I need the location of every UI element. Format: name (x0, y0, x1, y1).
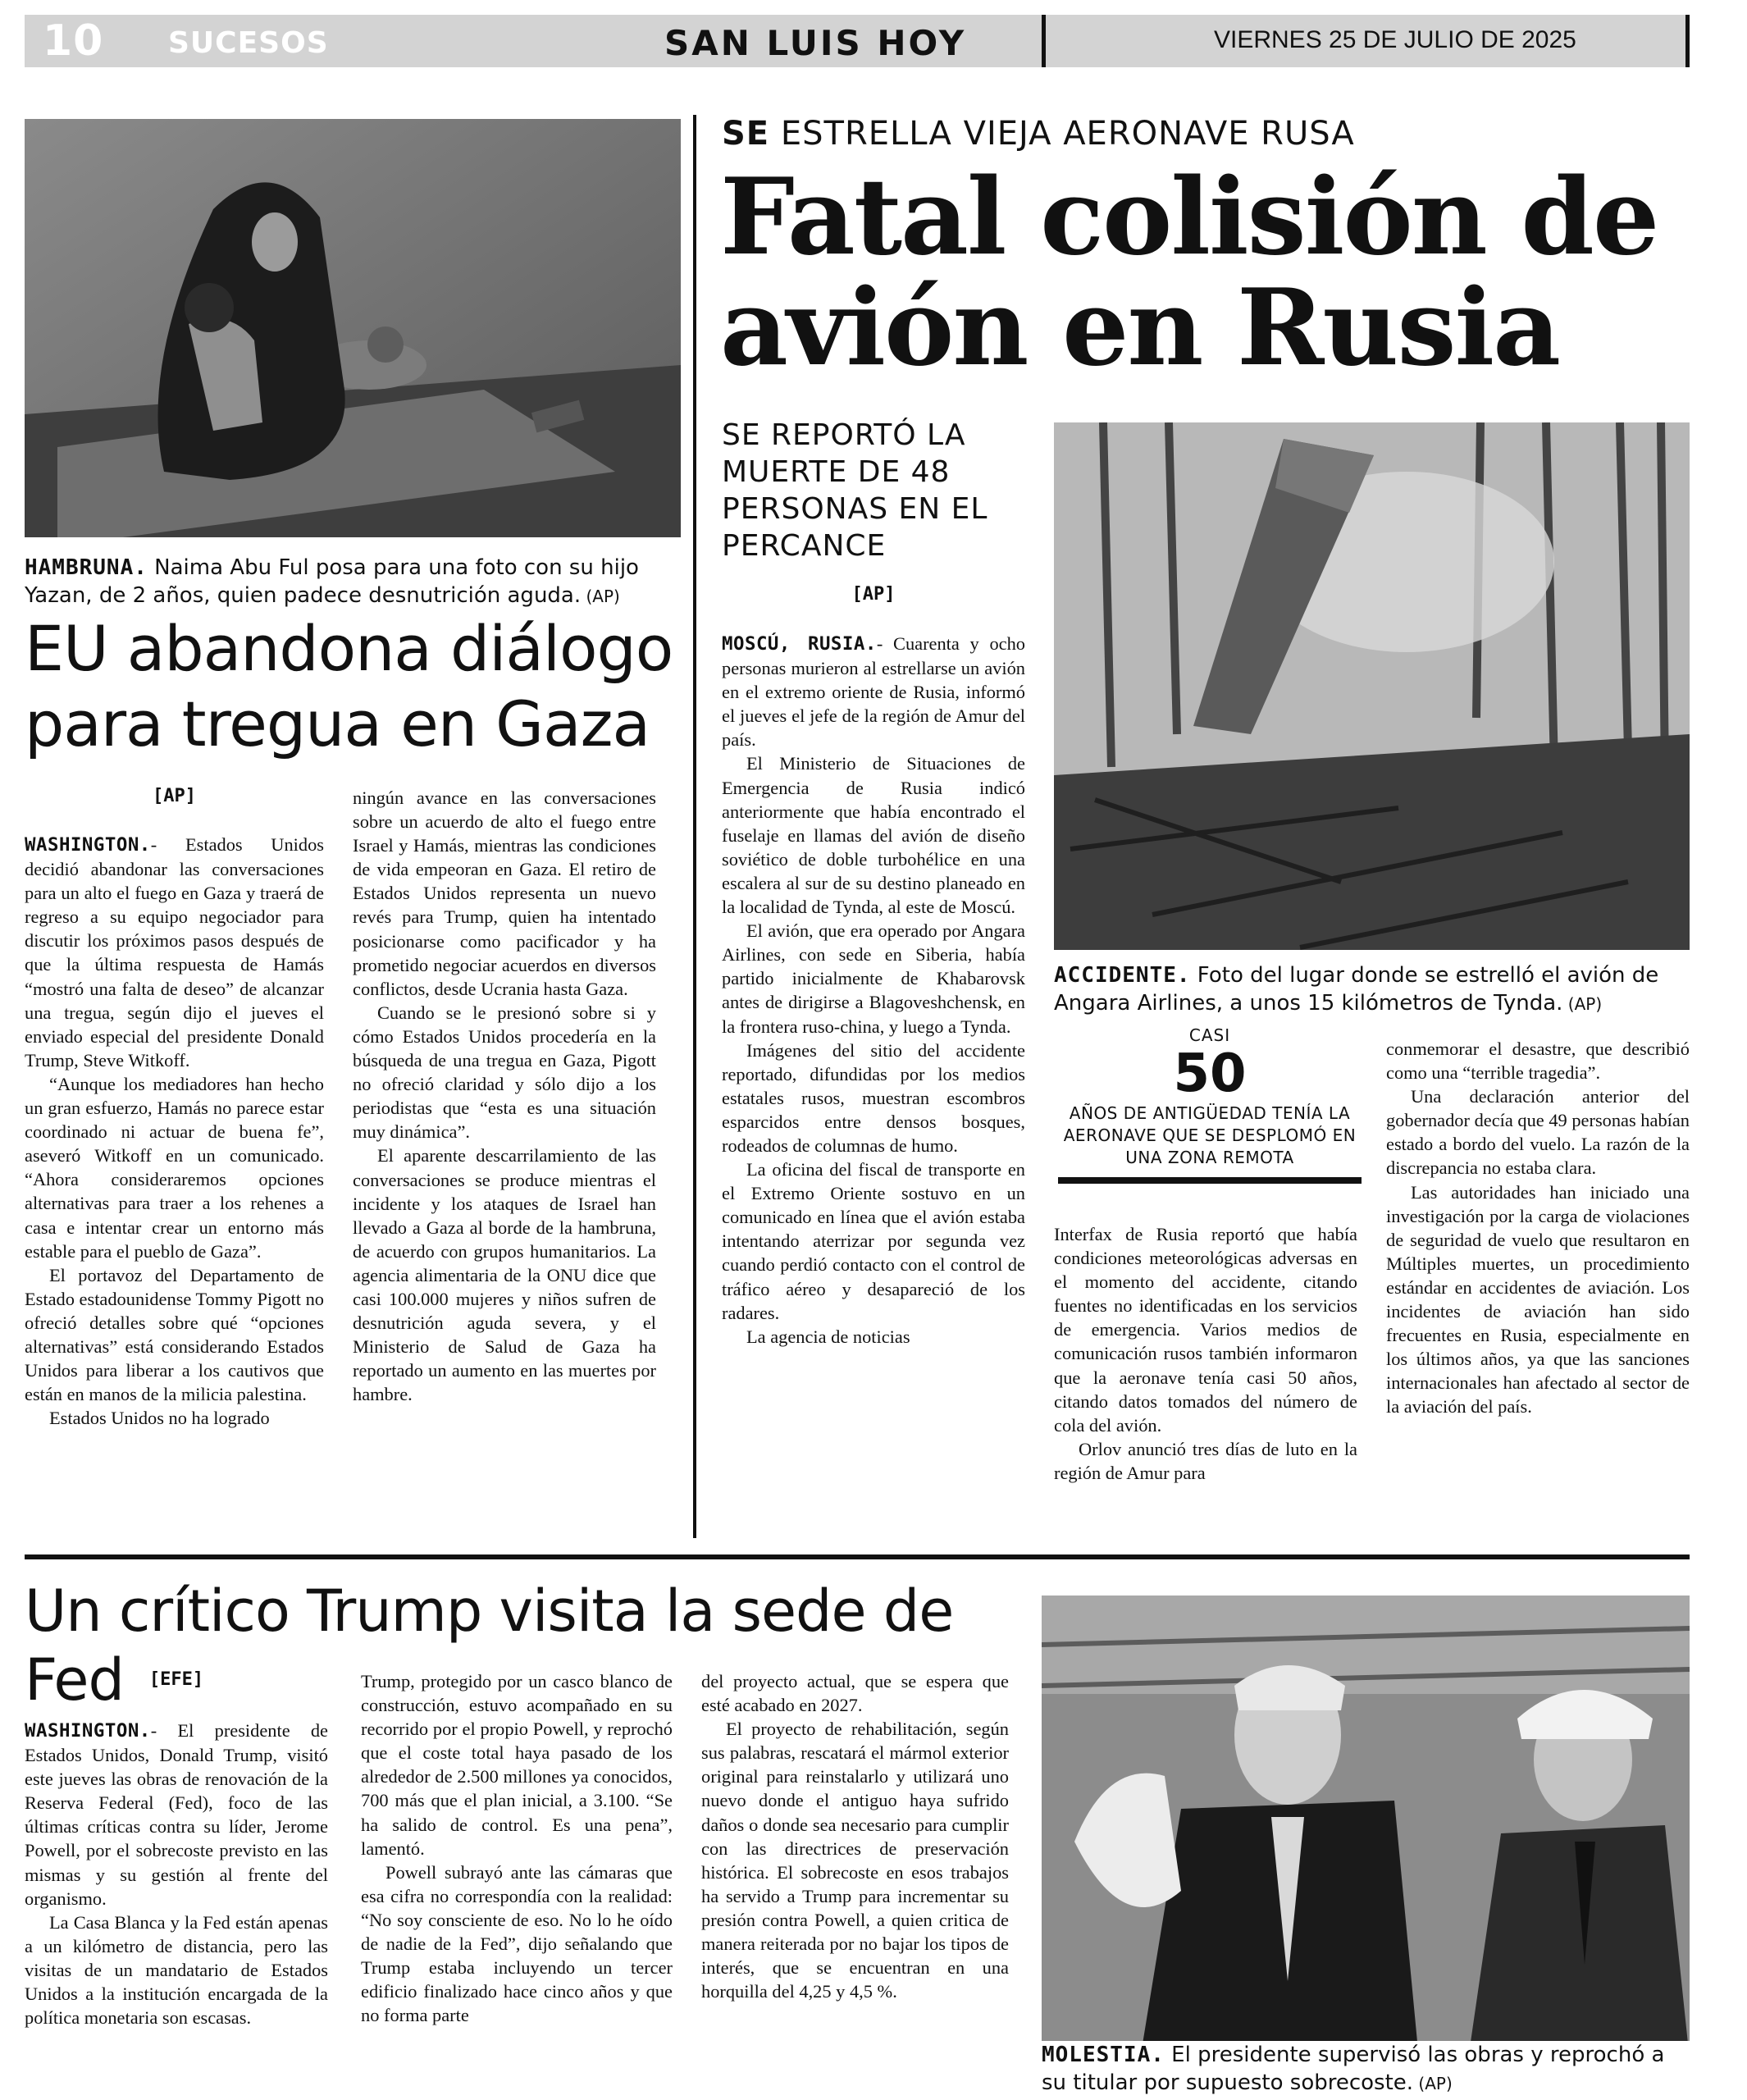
rusia-paragraph: Orlov anunció tres días de luto en la región de Amur para (1054, 1438, 1357, 1483)
column-rule (693, 115, 696, 1538)
gaza-headline: EU abandona diálogo para tregua en Gaza (25, 612, 673, 760)
rusia-headline: Fatal colisión de avión en Rusia (720, 156, 1658, 390)
gaza-paragraph: El portavoz del Departamento de Estado estadounidense Tommy Pigott no ofreció detalles sobre qué “opciones alternativas” está considerando Estados Unidos para liberar a los cautivos que están en manos de la milicia palestina. (25, 1264, 324, 1405)
gaza-column-1 (25, 833, 324, 1430)
rusia-photo (1054, 422, 1690, 950)
gaza-paragraph: ningún avance en las conversaciones sobre un acuerdo de alto el fuego entre Israel y Hamás, mientras las condiciones de vida empeoran en Gaza. El retiro de Estados Unidos representa un nuevo revés para Trump, quien ha intentado posicionarse como pacificador y ha prometido negociar acuerdos en diversos conflictos, desde Ucrania hasta Gaza. (353, 788, 656, 999)
rusia-kicker: SE ESTRELLA VIEJA AERONAVE RUSA (722, 115, 1355, 153)
rusia-column-3 (1386, 1037, 1690, 1419)
caption-kicker: ACCIDENTE. (1054, 963, 1191, 988)
rusia-column-2 (1054, 1222, 1357, 1485)
caption-credit: (AP) (1562, 994, 1603, 1015)
rusia-paragraph: conmemorar el desastre, que describió como una “terrible tragedia”. (1386, 1039, 1690, 1084)
fed-paragraph: La Casa Blanca y la Fed están apenas a un kilómetro de distancia, pero las visitas de un mandatario de Estados Unidos a la institución encargada de la política monetaria son escasas. (25, 1911, 328, 2029)
section-rule (25, 1554, 1690, 1559)
rusia-paragraph: Una declaración anterior del gobernador decía que 49 personas habían estado a bordo del vuelo. La razón de la discrepancia no estaba clara. (1386, 1086, 1690, 1179)
fed-paragraph: WASHINGTON.- El presidente de Estados Unidos, Donald Trump, visitó este jueves las obras de renovación de la Reserva Federal (Fed), foco de las últimas críticas contra su líder, Jerome Powell, por el sobrecoste previsto en las mismas y su gestión al frente del organismo. (25, 1720, 328, 1909)
gaza-paragraph: Cuando se le presionó sobre si y cómo Estados Unidos procedería en la búsqueda de una tregua en Gaza, Pigott no ofreció claridad y sólo dijo a los periodistas que “esta es una situación muy dinámica”. (353, 1002, 656, 1143)
fed-column-1 (25, 1719, 328, 2029)
section-name: SUCESOS (168, 26, 329, 60)
fed-column-2 (361, 1669, 673, 2027)
gaza-paragraph: “Aunque los mediadores han hecho un gran esfuerzo, Hamás no parece estar coordinado ni actuar de buena fe”, aseveró Witkoff en un comunicado. “Ahora consideraremos opciones alternativas para traer a los rehenes a casa e intentar crear un entorno más estable para el pueblo de Gaza”. (25, 1073, 324, 1262)
gaza-paragraph: Estados Unidos no ha logrado (49, 1408, 270, 1429)
rusia-caption (1054, 961, 1694, 1018)
pull-quote (1054, 1025, 1366, 1184)
fed-caption (1042, 2041, 1690, 2098)
dateline: WASHINGTON. (25, 834, 151, 856)
pull-quote-lead: CASI (1188, 1025, 1231, 1045)
masthead (25, 15, 1690, 67)
rusia-paragraph: La agencia de noticias (746, 1326, 910, 1347)
paper-name: SAN LUIS HOY (664, 23, 967, 63)
gaza-paragraph: El aparente descarrilamiento de las conversaciones se produce mientras el incidente y los ataques de Israel han llevado a Gaza al borde de la hambruna, de acuerdo con grupos humanitarios. La agencia alimentaria de la ONU dice que casi 100.000 mujeres y niños sufren de desnutrición aguda severa, y el Ministerio de Salud de Gaza ha reportado un aumento en las muertes por hambre. (353, 1145, 656, 1405)
rusia-paragraph: Las autoridades han iniciado una investigación por la carga de violaciones de seguridad de vuelo que resultaron en Múltiples muertes, un procedimiento estándar en accidentes de aviación. Los incidentes de aviación han sido frecuentes en Rusia, especialmente en los últimos años, ya que las sanciones internacionales han afectado al sector de la aviación del país. (1386, 1181, 1690, 1418)
rusia-column-1 (722, 632, 1025, 1349)
issue-date: VIERNES 25 DE JULIO DE 2025 (1214, 26, 1576, 53)
gaza-paragraph: WASHINGTON.- Estados Unidos decidió abandonar las conversaciones para un alto el fuego en Gaza y traerá de regreso a su equipo negociador para discutir los próximos pasos después de que la última respuesta de Hamás “mostró una falta de deseo” de alcanzar una tregua, según dijo el jueves el enviado especial del presidente Donald Trump, Steve Witkoff. (25, 834, 324, 1071)
rusia-paragraph: MOSCÚ, RUSIA.- Cuarenta y ocho personas murieron al estrellarse un avión en el extremo oriente de Rusia, informó el jueves el jefe de la región de Amur del país. (722, 633, 1025, 751)
caption-kicker: MOLESTIA. (1042, 2043, 1165, 2067)
rusia-paragraph: El avión, que era operado por Angara Airlines, con sede en Siberia, había partido inicialmente de Khabarovsk antes de dirigirse a Blagoveshchensk, en la frontera ruso-china, y luego a Tynda. (722, 920, 1025, 1037)
fed-headline: Un crítico Trump visita la sede de Fed (25, 1577, 954, 1714)
gaza-column-2 (353, 786, 656, 1406)
pull-quote-number: 50 (1173, 1043, 1247, 1104)
fed-column-3 (701, 1669, 1009, 2003)
photo-plane-wreck-icon (1054, 422, 1690, 950)
rusia-paragraph: Interfax de Rusia reportó que había condiciones meteorológicas adversas en el momento del accidente, citando fuentes no identificadas en los servicios de emergencia. Varios medios de comunicación rusos también informaron que la aeronave tenía casi 50 años, citando datos tomados del número de cola del avión. (1054, 1224, 1357, 1436)
rusia-agency: [AP] (851, 584, 896, 605)
header-divider (1042, 15, 1046, 67)
fed-paragraph: El proyecto de rehabilitación, según sus palabras, rescatará el mármol exterior original para reinstalarlo y utilizará uno nuevo donde el antiguo haya sufrido daños o donde sea necesario para cumplir con las directrices de preservación histórica. El sobrecoste en esos trabajos ha servido a Trump para incrementar su presión contra Powell, a quien critica de manera reiterada por no bajar los tipos de interés, que se encuentran en una horquilla del 4,25 y 4,5 %. (701, 1719, 1009, 2002)
caption-credit: (AP) (581, 587, 620, 607)
gaza-caption (25, 554, 681, 610)
gaza-agency: [AP] (153, 786, 196, 806)
caption-kicker: HAMBRUNA. (25, 555, 148, 580)
rusia-paragraph: La oficina del fiscal de transporte en el Extremo Oriente sostuvo en un comunicado en línea que el avión estaba intentando aterrizar por segunda vez cuando perdió contacto con el control de tráfico aéreo y desapareció de los radares. (722, 1159, 1025, 1323)
pull-quote-text: AÑOS DE ANTIGÜEDAD TENÍA LA AERONAVE QUE SE DESPLOMÓ EN UNA ZONA REMOTA (1063, 1103, 1357, 1167)
fed-paragraph: Powell subrayó ante las cámaras que esa cifra no correspondía con la realidad: “No soy consciente de eso. No lo he oído de nadie de la Fed”, dijo señalando que Trump estaba incluyendo un tercer edificio finalizado hace cinco años y que no forma parte (361, 1861, 673, 2026)
caption-text: Naima Abu Ful posa para una foto con su hijo Yazan, de 2 años, quien padece desnutrición aguda. (25, 555, 639, 609)
caption-text: El presidente supervisó las obras y reprochó a su titular por supuesto sobrecoste. (1042, 2043, 1665, 2096)
page-number: 10 (43, 16, 104, 66)
caption-text: Foto del lugar donde se estrelló el avión de Angara Airlines, a unos 15 kilómetros de Tynda. (1054, 963, 1659, 1016)
fed-paragraph: del proyecto actual, que se espera que esté acabado en 2027. (701, 1671, 1009, 1716)
photo-trump-powell-icon (1042, 1596, 1690, 2059)
rusia-deck: SE REPORTÓ LA MUERTE DE 48 PERSONAS EN EL PERCANCE (722, 418, 988, 563)
rusia-paragraph: El Ministerio de Situaciones de Emergencia de Rusia indicó anteriormente que había encontrado el fuselaje en llamas del avión de diseño soviético de doble turbohélice en una escalera al sur de su destino planeado en la localidad de Tynda, al este de Moscú. (722, 753, 1025, 918)
caption-credit: (AP) (1413, 2074, 1453, 2094)
fed-photo (1042, 1596, 1690, 2059)
dateline: MOSCÚ, RUSIA. (722, 633, 877, 655)
pull-quote-rule (1058, 1177, 1362, 1184)
fed-paragraph: Trump, protegido por un casco blanco de construcción, estuvo acompañado en su recorrido por el propio Powell, y reprochó que el coste total haya pasado de los alrededor de 2.500 millones ya conocidos, 700 más que el plan inicial, a 3.100. “Se ha salido de control. Es una pena”, lamentó. (361, 1671, 673, 1859)
photo-mother-child-icon (25, 119, 681, 537)
dateline: WASHINGTON. (25, 1720, 151, 1742)
rusia-paragraph: Imágenes del sitio del accidente reportado, difundidas por los medios estatales rusos, muestran escombros esparcidos entre densos bosques, rodeados de columnas de humo. (722, 1039, 1025, 1156)
header-divider-right (1685, 15, 1690, 67)
gaza-photo (25, 119, 681, 537)
fed-agency: [EFE] (148, 1669, 204, 1690)
